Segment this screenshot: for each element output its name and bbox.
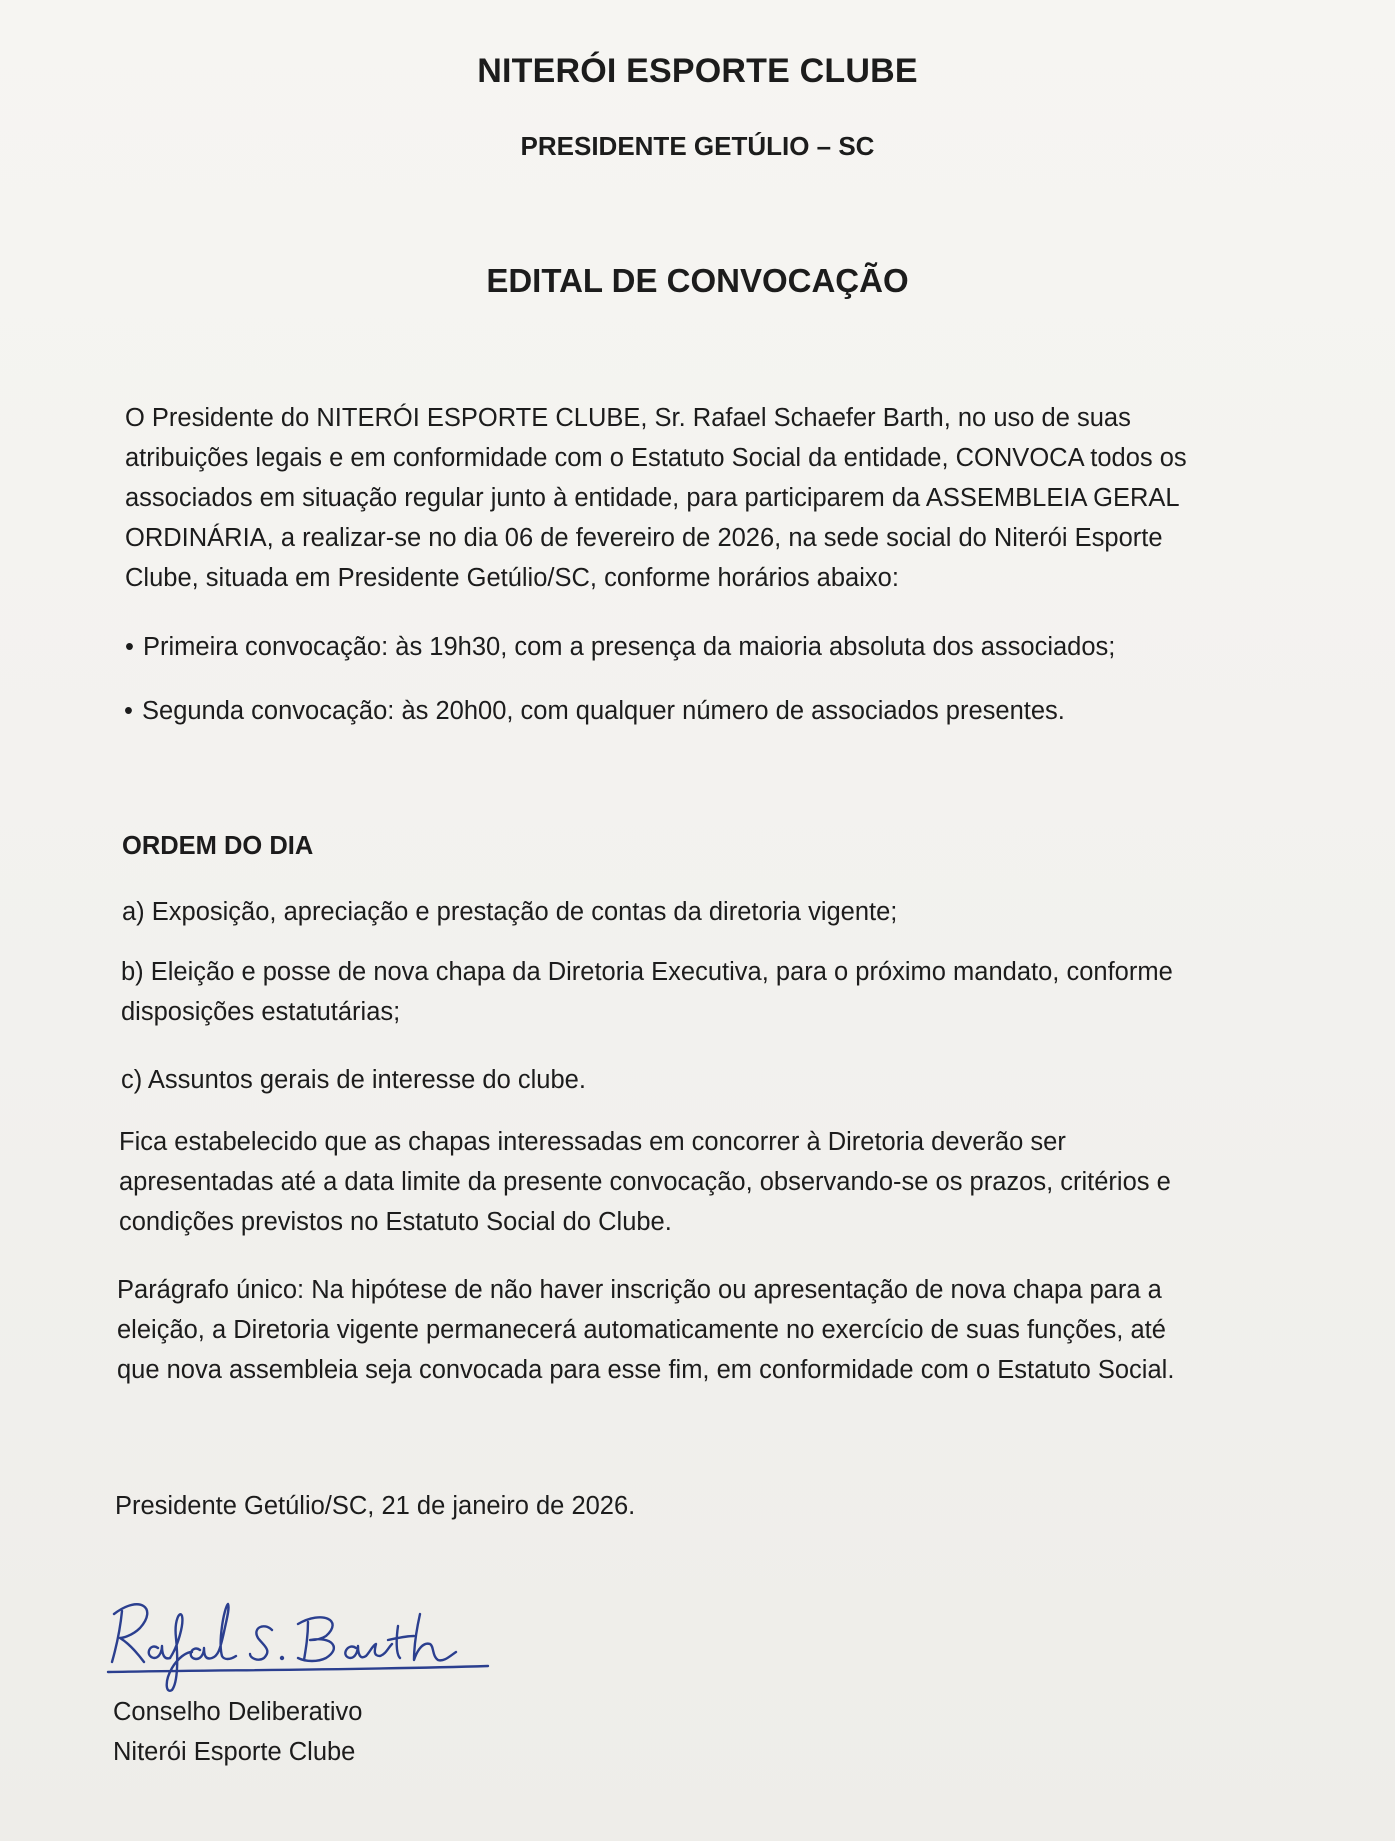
signature-stroke [298, 1617, 334, 1661]
sole-paragraph-line: que nova assembleia seja convocada para esse fim, em conformidade com o Estatuto Social. [117, 1356, 1175, 1384]
sole-paragraph-line: Parágrafo único: Na hipótese de não haver inscrição ou apresentação de nova chapa para a [117, 1276, 1162, 1304]
intro-line: ORDINÁRIA, a realizar-se no dia 06 de fevereiro de 2026, na sede social do Niterói Esporte [125, 524, 1163, 552]
bullet-dot: • [125, 633, 134, 661]
intro-line: associados em situação regular junto à entidade, para participarem da ASSEMBLEIA GERAL [125, 484, 1180, 512]
sole-paragraph [117, 1270, 1292, 1390]
bullet-dot: • [124, 697, 133, 725]
agenda-heading: ORDEM DO DIA [122, 832, 314, 860]
candidacy-paragraph [119, 1122, 1289, 1242]
organization-location: PRESIDENTE GETÚLIO – SC [520, 131, 875, 161]
organization-name: NITERÓI ESPORTE CLUBE [477, 52, 918, 90]
place-and-date: Presidente Getúlio/SC, 21 de janeiro de 2026. [115, 1492, 636, 1520]
signature-stroke [191, 1604, 236, 1659]
intro-line: atribuições legais e em conformidade com o Estatuto Social da entidade, CONVOCA todos os [125, 444, 1187, 472]
signer-organization: Niterói Esporte Clube [113, 1738, 356, 1766]
signature-stroke [149, 1646, 170, 1658]
signature-stroke [388, 1626, 414, 1658]
handwritten-signature [100, 1586, 500, 1696]
candidacy-line: condições previstos no Estatuto Social do Clube. [119, 1208, 672, 1236]
signature-stroke [108, 1666, 488, 1672]
document-title: EDITAL DE CONVOCAÇÃO [486, 262, 909, 299]
candidacy-line: apresentadas até a data limite da presente convocação, observando-se os prazos, critérios e [119, 1168, 1171, 1196]
sole-paragraph-line: eleição, a Diretoria vigente permanecerá automaticamente no exercício de suas funções, até [117, 1316, 1166, 1344]
signature-stroke [345, 1644, 392, 1658]
intro-paragraph [125, 398, 1295, 598]
agenda-item-a: a) Exposição, apreciação e prestação de contas da diretoria vigente; [122, 898, 898, 926]
bullet-text: Segunda convocação: às 20h00, com qualquer número de associados presentes. [142, 697, 1065, 725]
agenda-item-b [121, 952, 1291, 1032]
agenda-item-b-line: disposições estatutárias; [121, 998, 401, 1026]
agenda-item-c: c) Assuntos gerais de interesse do clube. [121, 1066, 586, 1094]
bullet-text: Primeira convocação: às 19h30, com a presença da maioria absoluta dos associados; [143, 633, 1116, 661]
signature-stroke [280, 1656, 284, 1660]
signature-stroke [167, 1614, 192, 1691]
signer-role: Conselho Deliberativo [113, 1698, 363, 1726]
candidacy-line: Fica estabelecido que as chapas interessadas em concorrer à Diretoria deverão ser [119, 1128, 1066, 1156]
signature-stroke [414, 1614, 456, 1660]
agenda-item-b-line: b) Eleição e posse de nova chapa da Diretoria Executiva, para o próximo mandato, conforme [121, 958, 1173, 986]
signature-stroke [250, 1626, 272, 1659]
bullet-second-call [124, 691, 1279, 731]
intro-line: Clube, situada em Presidente Getúlio/SC, conforme horários abaixo: [125, 564, 899, 592]
bullet-first-call [125, 627, 1280, 667]
signature-stroke [112, 1604, 147, 1662]
intro-line: O Presidente do NITERÓI ESPORTE CLUBE, Sr. Rafael Schaefer Barth, no uso de suas [125, 404, 1131, 432]
